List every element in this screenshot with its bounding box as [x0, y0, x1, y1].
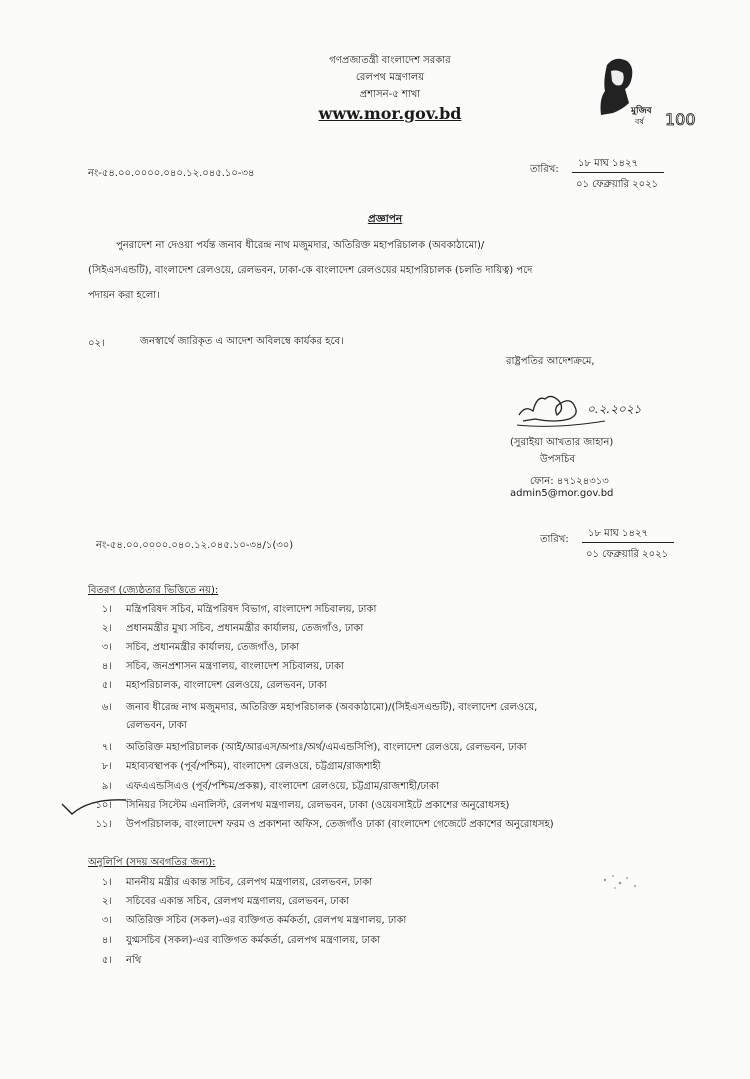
date-english: ০১ ফেব্রুয়ারি ২০২১	[586, 549, 669, 560]
memo2-ref-number: নং-৫৪.০০.০০০০.০৪০.১২.০৪৫.১০-৩৪/১(৩০)	[96, 540, 294, 551]
list-item: ৯। এফএএন্ডসিএও (পূর্ব/পশ্চিম/প্রকল্প), বাংলাদেশ রেলওয়ে, চট্টগ্রাম/রাজশাহী/ঢাকা	[101, 781, 439, 792]
signature-date: ০.২.২০২১	[587, 402, 642, 416]
mujib-borsho-logo	[595, 55, 705, 130]
list-item: ৪। যুগ্মসচিব (সকল)-এর ব্যক্তিগত কর্মকর্তা, রেলপথ মন্ত্রণালয়, ঢাকা	[101, 935, 381, 946]
date-bangla: ১৮ মাঘ ১৪২৭	[588, 528, 648, 539]
signatory-name: (সুরাইয়া আখতার জাহান)	[510, 437, 614, 448]
memo2-date	[540, 526, 680, 562]
body-paragraph-1	[88, 233, 693, 308]
list-item: ২। প্রধানমন্ত্রীর মুখ্য সচিব, প্রধানমন্ত্রীর কার্যালয়, তেজগাঁও, ঢাকা	[101, 623, 364, 634]
list-item: ৫। নথি	[101, 955, 142, 966]
date-divider	[582, 542, 674, 543]
body-line: পদায়ন করা হলো।	[88, 290, 160, 301]
check-mark-icon	[60, 790, 130, 820]
memo-ref-number: নং-৫৪.০০.০০০০.০৪০.১২.০৪৫.১০-৩৪	[88, 168, 255, 179]
list-item: ৫। মহাপরিচালক, বাংলাদেশ রেলওয়ে, রেলভবন, ঢাকা	[101, 680, 327, 691]
handwritten-signature	[515, 385, 675, 435]
date-label: তারিখ:	[540, 534, 569, 545]
signatory-designation: উপসচিব	[540, 454, 576, 465]
signatory-phone: ফোন: ৪৭১২৪৩১৩	[530, 476, 609, 487]
body-line: পুনরাদেশ না দেওয়া পর্যন্ত জনাব ধীরেন্দ্র নাথ মজুমদার, অতিরিক্ত মহাপরিচালক (অবকাঠামো)/	[116, 240, 485, 251]
distribution-list	[88, 602, 698, 832]
para-2-number: ০২।	[88, 338, 105, 349]
date-divider	[572, 172, 664, 173]
list-item: ৩। অতিরিক্ত সচিব (সকল)-এর ব্যক্তিগত কর্মকর্তা, রেলপথ মন্ত্রণালয়, ঢাকা	[101, 915, 407, 926]
list-item: ৩। সচিব, প্রধানমন্ত্রীর কার্যালয়, তেজগাঁও, ঢাকা	[101, 642, 300, 653]
list-item: ১১। উপপরিচালক, বাংলাদেশ ফরম ও প্রকাশনা অফিস, তেজগাঁও ঢাকা (বাংলাদেশ গেজেটে প্রকাশের অনুরোধসহ)	[95, 819, 554, 830]
para-2-text: জনস্বার্থে জারিকৃত এ আদেশ অবিলম্বে কার্যকর হবে।	[140, 336, 344, 347]
list-item: ১। মাননীয় মন্ত্রীর একান্ত সচিব, রেলপথ মন্ত্রণালয়, রেলভবন, ঢাকা	[101, 877, 373, 888]
president-order-text: রাষ্ট্রপতির আদেশক্রমে,	[506, 356, 595, 367]
date-bangla: ১৮ মাঘ ১৪২৭	[578, 158, 638, 169]
ministry-name: রেলপথ মন্ত্রণালয়	[355, 72, 425, 83]
body-line: (সিইএসএন্ডটি), বাংলাদেশ রেলওয়ে, রেলভবন, ঢাকা-কে বাংলাদেশ রেলওয়ের মহাপরিচালক (চলতি দায়িত্ব) পদে	[88, 265, 533, 276]
distribution-heading: বিতরণ (জ্যেষ্ঠতার ভিত্তিতে নয়):	[88, 585, 219, 596]
list-item: ১০। সিনিয়র সিস্টেম এনালিস্ট, রেলপথ মন্ত্রণালয়, রেলভবন, ঢাকা (ওয়েবসাইটে প্রকাশের অনুরোধসহ)	[95, 800, 510, 811]
list-item: ৭। অতিরিক্ত মহাপরিচালক (আই/আরএস/অপাঃ/অর্থ/এমএন্ডসিপি), বাংলাদেশ রেলওয়ে, রেলভবন, ঢাকা	[101, 742, 527, 753]
website-link[interactable]: www.mor.gov.bd	[318, 104, 462, 123]
memo-date	[530, 156, 670, 192]
date-label: তারিখ:	[530, 164, 559, 175]
date-english: ০১ ফেব্রুয়ারি ২০২১	[576, 179, 659, 190]
list-item: ৬। জনাব ধীরেন্দ্র নাথ মজুমদার, অতিরিক্ত মহাপরিচালক (অবকাঠামো)/(সিইএসএন্ডটি), বাংলাদেশ রেলওয়ে, রেলভবন, ঢাকা	[101, 702, 538, 731]
branch-name: প্রশাসন-৫ শাখা	[359, 89, 421, 100]
smudge-mark	[595, 868, 645, 898]
logo-text-mujib: মুজিব	[631, 106, 652, 116]
letterhead	[230, 52, 550, 122]
govt-name: গণপ্রজাতন্ত্রী বাংলাদেশ সরকার	[329, 55, 451, 66]
logo-text-borsho: বর্ষ	[635, 117, 644, 126]
copies-heading: অনুলিপি (সদয় অবগতির জন্য):	[88, 857, 216, 868]
list-item: ১। মন্ত্রিপরিষদ সচিব, মন্ত্রিপরিষদ বিভাগ, বাংলাদেশ সচিবালয়, ঢাকা	[101, 604, 377, 615]
list-item: ৮। মহাব্যবস্থাপক (পূর্ব/পশ্চিম), বাংলাদেশ রেলওয়ে, চট্টগ্রাম/রাজশাহী	[101, 761, 381, 772]
logo-text-100: 100	[665, 110, 696, 129]
list-item: ৪। সচিব, জনপ্রশাসন মন্ত্রণালয়, বাংলাদেশ সচিবালয়, ঢাকা	[101, 661, 344, 672]
notification-title: প্রজ্ঞাপন	[367, 213, 403, 225]
list-item: ২। সচিবের একান্ত সচিব, রেলপথ মন্ত্রণালয়, রেলভবন, ঢাকা	[101, 896, 349, 907]
signatory-email[interactable]: admin5@mor.gov.bd	[510, 488, 614, 499]
